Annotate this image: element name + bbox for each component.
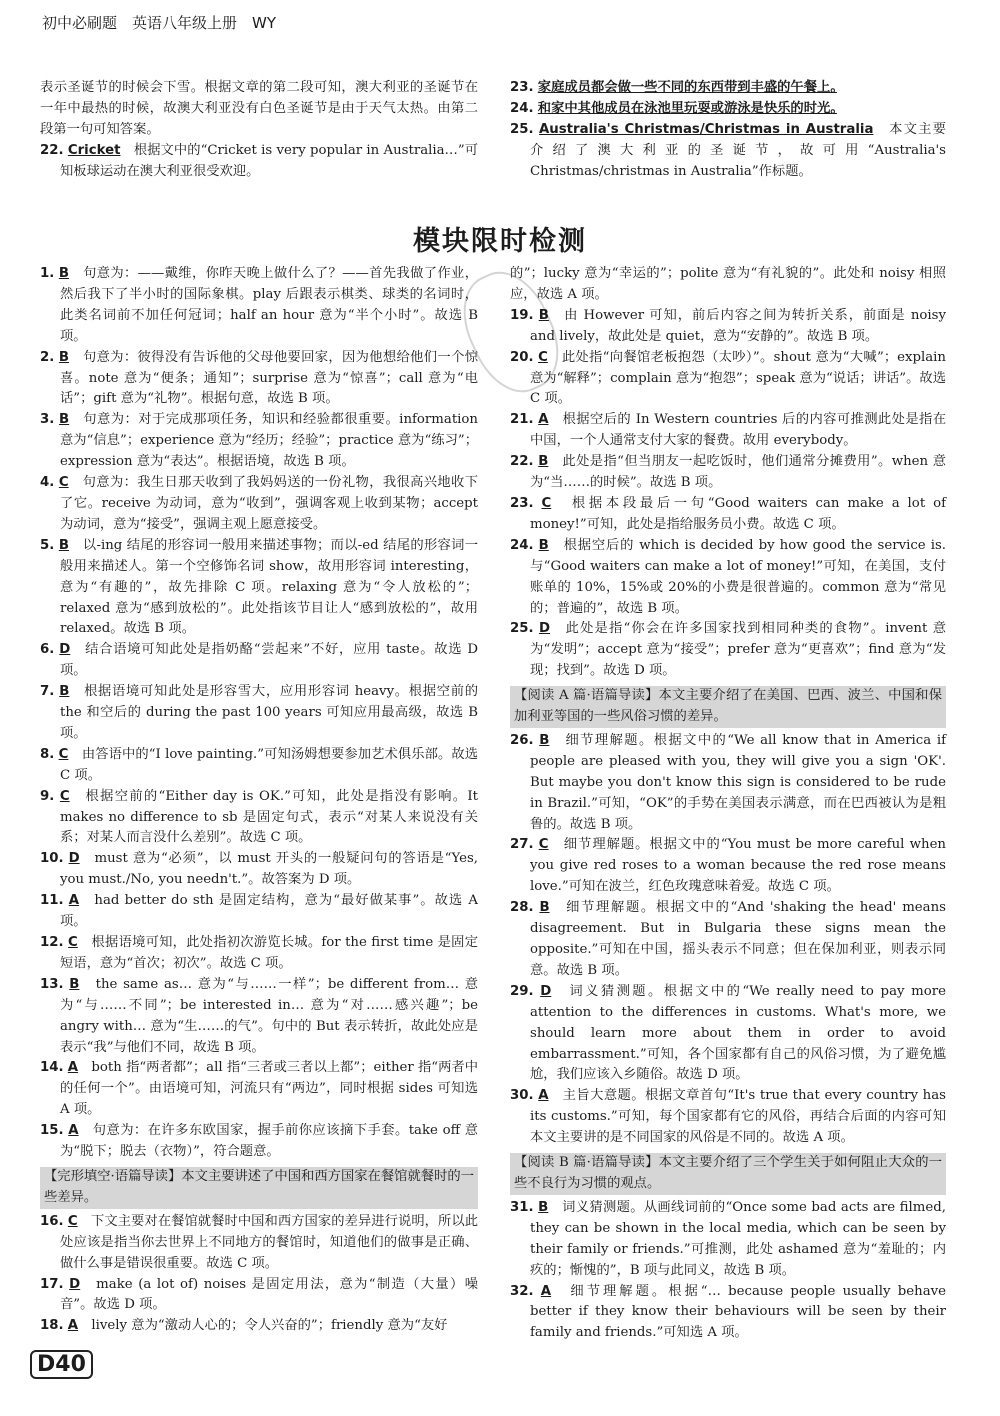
item-explanation: 句意为：我生日那天收到了我妈妈送的一份礼物，我很高兴地收下了它。receive 为动词，意为“收到”，强调客观上收到某物；accept 为动词，意为“接受”，强调主观上愿意接受。: [60, 475, 479, 532]
running-header: 初中必刷题 英语八年级上册 WY: [42, 14, 276, 32]
answer-item: [510, 1198, 946, 1282]
item-explanation: 句意为：——戴维，你昨天晚上做什么了？——首先我做了作业，然后我下了半小时的国际象棋。play 后跟表示棋类、球类的名词时，此类名词前不加任何冠词；half an hour 意为“半个小时”。故选 B 项。: [60, 266, 479, 344]
answer-item: [40, 745, 478, 787]
item-answer: C: [58, 475, 69, 491]
item-answer: B: [58, 349, 70, 365]
item-number: 4.: [40, 475, 55, 491]
item-explanation: 此处是指“你会在许多国家找到相同种类的食物”。invent 意为“发明”；accept 意为“接受”；prefer 意为“更喜欢”；find 意为“发现；找到”。故选 D 项。: [530, 621, 946, 679]
item-explanation: 句意为：在许多东欧国家，握手前你应该摘下手套。take off 意为“脱下；脱去（衣物）”，符合题意。: [60, 1123, 478, 1160]
item-answer: Australia's Christmas/Christmas in Australia: [539, 121, 874, 137]
item-answer: C: [58, 746, 69, 762]
answer-item: [40, 410, 478, 473]
item-explanation: 词义猜测题。根据文中的“We really need to pay more attention to the differences in customs. What's more, we should learn more about them in order to avoid embarrassment.”可知，各个国家都有自己的风俗习惯，为了避免尴尬，我们应该入乡随俗。故选 D 项。: [530, 983, 946, 1083]
item-answer: D: [59, 642, 71, 658]
answer-item: [40, 1316, 478, 1337]
answer-item: [510, 731, 946, 836]
item-number: 16.: [40, 1213, 64, 1229]
section-guide: 【阅读 B 篇·语篇导读】本文主要介绍了三个学生关于如何阻止大众的一些不良行为习惯的观点。: [510, 1153, 946, 1195]
right-answer-column: [510, 264, 946, 1344]
item-number: 20.: [510, 349, 534, 365]
answer-item: [510, 619, 946, 682]
item-explanation: the same as… 意为“与……一样”；be different from… 意为“与……不同”；be interested in… 意为“对……感兴趣”；be angry with… 意为“生……的气”。句中的 But 表示转折，故此处应是表示“我”与他们不同，故选 B 项。: [60, 976, 479, 1055]
item-answer: A: [68, 1123, 79, 1139]
item-answer: A: [67, 1060, 79, 1076]
answer-item: [40, 473, 478, 536]
item-answer: A: [540, 1283, 552, 1299]
item-answer: B: [538, 1199, 549, 1215]
item-answer: D: [68, 851, 80, 867]
answer-item: [40, 787, 478, 850]
item-answer: B: [538, 454, 549, 470]
item-answer: C: [538, 837, 549, 853]
item-answer: B: [539, 732, 550, 748]
answer-item: [40, 1121, 478, 1163]
item-explanation: 根据空前的“Either day is OK.”可知，此处是指没有影响。It makes no difference to sb 是固定句式，表示“对某人来说没有关系；对某人而言没什么差别”。故选 C 项。: [60, 788, 478, 846]
answer-item: [40, 348, 478, 411]
item-number: 14.: [40, 1060, 64, 1076]
item-answer: D: [69, 1276, 81, 1292]
item-explanation: 结合语境可知此处是指奶酪“尝起来”不好，应用 taste。故选 D 项。: [60, 642, 478, 679]
answer-item: [40, 891, 478, 933]
item-answer: C: [541, 495, 552, 511]
item-explanation: 根据空后的 which is decided by how good the service is. 与“Good waiters can make a lot of money!”可知，在美国，支付账单的 10%，15%或 20%的小费是很普遍的。common 意为“常见的；普遍的”，故选 B 项。: [530, 537, 946, 616]
answer-item: [510, 494, 946, 536]
item-explanation: 根据空后的 In Western countries 后的内容可推测此处是指在中国，一个人通常支付大家的餐费。故用 everybody。: [530, 412, 947, 449]
item-number: 18.: [40, 1318, 64, 1334]
section-guide: 【阅读 A 篇·语篇导读】本文主要介绍了在美国、巴西、波兰、中国和保加利亚等国的一些风俗习惯的差异。: [510, 686, 946, 728]
item-explanation: 主旨大意题。根据文章首句“It's true that every country has its customs.”可知，每个国家都有它的风俗，再结合后面的内容可知本文主要讲的是不同国家的风俗是不同的。故选 A 项。: [530, 1088, 947, 1146]
item-answer: D: [538, 621, 550, 637]
item-explanation: 以-ing 结尾的形容词一般用来描述事物；而以-ed 结尾的形容词一般用来描述人。第一个空修饰名词 show，故用形容词 interesting，意为“有趣的”，故先排除 C 项。relaxing 意为“令人放松的”；relaxed 意为“感到放松的”。此处指该节目让人“感到放松的”，故用 relaxed。故选 B 项。: [60, 537, 479, 637]
page-number: D40: [30, 1350, 93, 1379]
answer-item: [40, 1058, 478, 1121]
item-number: 9.: [40, 788, 55, 804]
item-number: 21.: [510, 412, 534, 428]
item-number: 13.: [40, 976, 64, 992]
item-explanation: 句意为：对于完成那项任务，知识和经验都很重要。information 意为“信息”；experience 意为“经历；经验”；practice 意为“练习”；expression 意为“表达”。根据语境，故选 B 项。: [60, 412, 478, 470]
item-answer: D: [540, 983, 552, 999]
item-number: 11.: [40, 893, 64, 909]
item-explanation: 根据文中的“Cricket is very popular in Australia…”可知板球运动在澳大利亚很受欢迎。: [60, 142, 478, 179]
item-explanation: 本文主要介绍了澳大利亚的圣诞节，故可用“Australia's Christmas/christmas in Australia”作标题。: [530, 121, 946, 179]
answer-item: [40, 141, 478, 183]
item-number: 25.: [510, 621, 534, 637]
item-number: 28.: [510, 900, 534, 916]
item-explanation: both 指“两者都”；all 指“三者或三者以上都”；either 指“两者中的任何一个”。由语境可知，河流只有“两边”，同时根据 sides 可知选 A 项。: [60, 1060, 478, 1118]
answer-item: [40, 933, 478, 975]
answer-item: [510, 1282, 946, 1345]
item-number: 24.: [510, 100, 534, 116]
item-explanation: 句意为：彼得没有告诉他的父母他要回家，因为他想给他们一个惊喜。note 意为“便条；通知”；surprise 意为“惊喜”；call 意为“电话”；gift 意为“礼物”。根据句意，故选 B 项。: [60, 349, 478, 407]
item-number: 1.: [40, 266, 55, 281]
item-explanation: 下文主要对在餐馆就餐时中国和西方国家的差异进行说明，所以此处应该是指当你去世界上不同地方的餐馆时，知道他们的做事是正确、做什么事是错误很重要。故选 C 项。: [60, 1213, 479, 1271]
item-number: 29.: [510, 983, 534, 999]
item-explanation: 词义猜测题。从画线词前的“Once some bad acts are filmed, they can be shown in the local media, which can be seen by their family or friends.”可推测，此处 ashamed 意为“羞耻的；内疚的；惭愧的”，B 项与此同义，故选 B 项。: [530, 1199, 946, 1278]
item-answer: B: [538, 307, 549, 323]
item-number: 12.: [40, 935, 64, 950]
item-number: 22.: [40, 142, 64, 158]
answer-item: [510, 78, 946, 99]
item-explanation: 由答语中的“I love painting.”可知汤姆想要参加艺术俱乐部。故选 C 项。: [60, 746, 478, 783]
item-explanation: 根据本段最后一句“Good waiters can make a lot of money!”可知，此处是指给服务员小费。故选 C 项。: [530, 495, 946, 532]
answer-item: [510, 348, 946, 411]
item-answer: A: [538, 1088, 549, 1104]
top-right-column: [510, 78, 946, 183]
item-explanation: 细节理解题。根据“… because people usually behave better if they know their behaviours will be seen by their family and friends.”可知选 A 项。: [530, 1283, 947, 1341]
item-answer: B: [58, 412, 70, 428]
item-explanation: lively 意为“激动人心的；令人兴奋的”；friendly 意为“友好: [91, 1318, 448, 1334]
item-explanation: 表示圣诞节的时候会下雪。根据文章的第二段可知，澳大利亚的圣诞节在一年中最热的时候，故澳大利亚没有白色圣诞节是由于天气太热。由第二段第一句可知答案。: [40, 80, 478, 137]
item-number: 30.: [510, 1088, 534, 1104]
item-answer: C: [538, 349, 548, 365]
item-number: 10.: [40, 851, 64, 867]
item-number: 22.: [510, 454, 534, 470]
item-explanation: had better do sth 是固定结构，意为“最好做某事”。故选 A 项。: [60, 893, 478, 930]
item-explanation: make (a lot of) noises 是固定用法，意为“制造（大量）噪音”。故选 D 项。: [60, 1276, 478, 1313]
item-number: 19.: [510, 307, 534, 323]
item-answer: B: [538, 537, 549, 553]
item-explanation: 此处指“向餐馆老板抱怨（太吵）”。shout 意为“大喊”；explain 意为“解释”；complain 意为“抱怨”；speak 意为“说话；讲话”。故选 C 项。: [530, 349, 946, 407]
answer-item: [510, 264, 946, 306]
item-answer: C: [59, 788, 70, 804]
item-answer: 家庭成员都会做一些不同的东西带到丰盛的午餐上。: [537, 80, 837, 95]
answer-item: [510, 410, 946, 452]
item-explanation: 根据语境可知此处是形容雪大，应用形容词 heavy。根据空前的 the 和空后的 during the past 100 years 可知应用最高级，故选 B 项。: [60, 684, 478, 741]
answer-item: [510, 536, 946, 620]
item-number: 3.: [40, 412, 55, 428]
answer-item: [510, 99, 946, 120]
item-answer: B: [69, 976, 80, 992]
left-answer-column: [40, 264, 478, 1337]
item-answer: A: [67, 1318, 79, 1334]
section-title: 模块限时检测: [413, 226, 587, 257]
answer-item: [510, 835, 946, 898]
item-answer: A: [68, 893, 80, 909]
answer-item: [510, 982, 946, 1087]
item-number: 23.: [510, 80, 534, 95]
answer-item: [510, 306, 946, 348]
answer-item: [510, 898, 946, 982]
answer-item: [40, 682, 478, 745]
item-number: 7.: [40, 684, 55, 700]
item-number: 32.: [510, 1283, 534, 1299]
item-number: 6.: [40, 642, 55, 658]
item-answer: B: [539, 900, 550, 916]
item-answer: A: [538, 412, 549, 428]
item-explanation: 的”；lucky 意为“幸运的”；polite 意为“有礼貌的”。此处和 noisy 相照应，故选 A 项。: [510, 266, 946, 302]
item-number: 23.: [510, 495, 534, 511]
item-number: 24.: [510, 537, 534, 553]
answer-item: [40, 264, 478, 348]
section-guide: 【完形填空·语篇导读】本文主要讲述了中国和西方国家在餐馆就餐时的一些差异。: [40, 1167, 478, 1209]
item-number: 8.: [40, 746, 55, 762]
answer-item: [40, 849, 478, 891]
item-number: 27.: [510, 837, 534, 853]
answer-item: [510, 1086, 946, 1149]
item-answer: C: [67, 1213, 78, 1229]
item-explanation: 根据语境可知，此处指初次游览长城。for the first time 是固定短语，意为“首次；初次”。故选 C 项。: [60, 935, 479, 971]
answer-item: [510, 452, 946, 494]
item-number: 17.: [40, 1276, 64, 1292]
answer-item: [40, 1212, 478, 1275]
answer-item: [40, 975, 478, 1059]
item-number: 2.: [40, 349, 55, 365]
item-number: 15.: [40, 1123, 64, 1139]
item-number: 5.: [40, 537, 55, 553]
answer-item: [510, 120, 946, 183]
answer-item: [40, 1275, 478, 1317]
item-explanation: 细节理解题。根据文中的“You must be more careful when you give red roses to a woman because the red rose means love.”可知在波兰，红色玫瑰意味着爱。故选 C 项。: [530, 837, 946, 895]
item-answer: 和家中其他成员在泳池里玩耍或游泳是快乐的时光。: [537, 100, 837, 116]
item-explanation: 此处是指“但当朋友一起吃饭时，他们通常分摊费用”。when 意为“当……的时候”。故选 B 项。: [530, 454, 947, 491]
item-explanation: must 意为“必须”，以 must 开头的一般疑问句的答语是“Yes, you must./No, you needn't.”。故答案为 D 项。: [60, 851, 479, 888]
answer-item: [40, 640, 478, 682]
item-explanation: 细节理解题。根据文中的“We all know that in America if people are pleased with you, they will give you a sign 'OK'. But maybe you don't know this sign is considered to be rude in Brazil.”可知，“OK”的手势在美国表示满意，而在巴西被认为是粗鲁的。故选 B 项。: [530, 732, 946, 832]
item-answer: B: [58, 537, 69, 553]
item-number: 25.: [510, 121, 534, 137]
answer-item: [40, 536, 478, 641]
item-explanation: 由 However 可知，前后内容之间为转折关系，前面是 noisy and lively，故此处是 quiet，意为“安静的”。故选 B 项。: [530, 307, 947, 344]
answer-item: [40, 78, 478, 141]
item-number: 26.: [510, 732, 534, 748]
item-explanation: 细节理解题。根据文中的“And 'shaking the head' means disagreement. But in Bulgaria these signs mean the opposite.”可知在中国，摇头表示不同意；但在保加利亚，则表示同意。故选 B 项。: [530, 900, 946, 978]
item-answer: B: [58, 266, 70, 281]
item-answer: B: [59, 684, 70, 700]
top-left-column: [40, 78, 478, 183]
item-answer: C: [68, 935, 78, 950]
item-answer: Cricket: [67, 142, 121, 158]
item-number: 31.: [510, 1199, 534, 1215]
